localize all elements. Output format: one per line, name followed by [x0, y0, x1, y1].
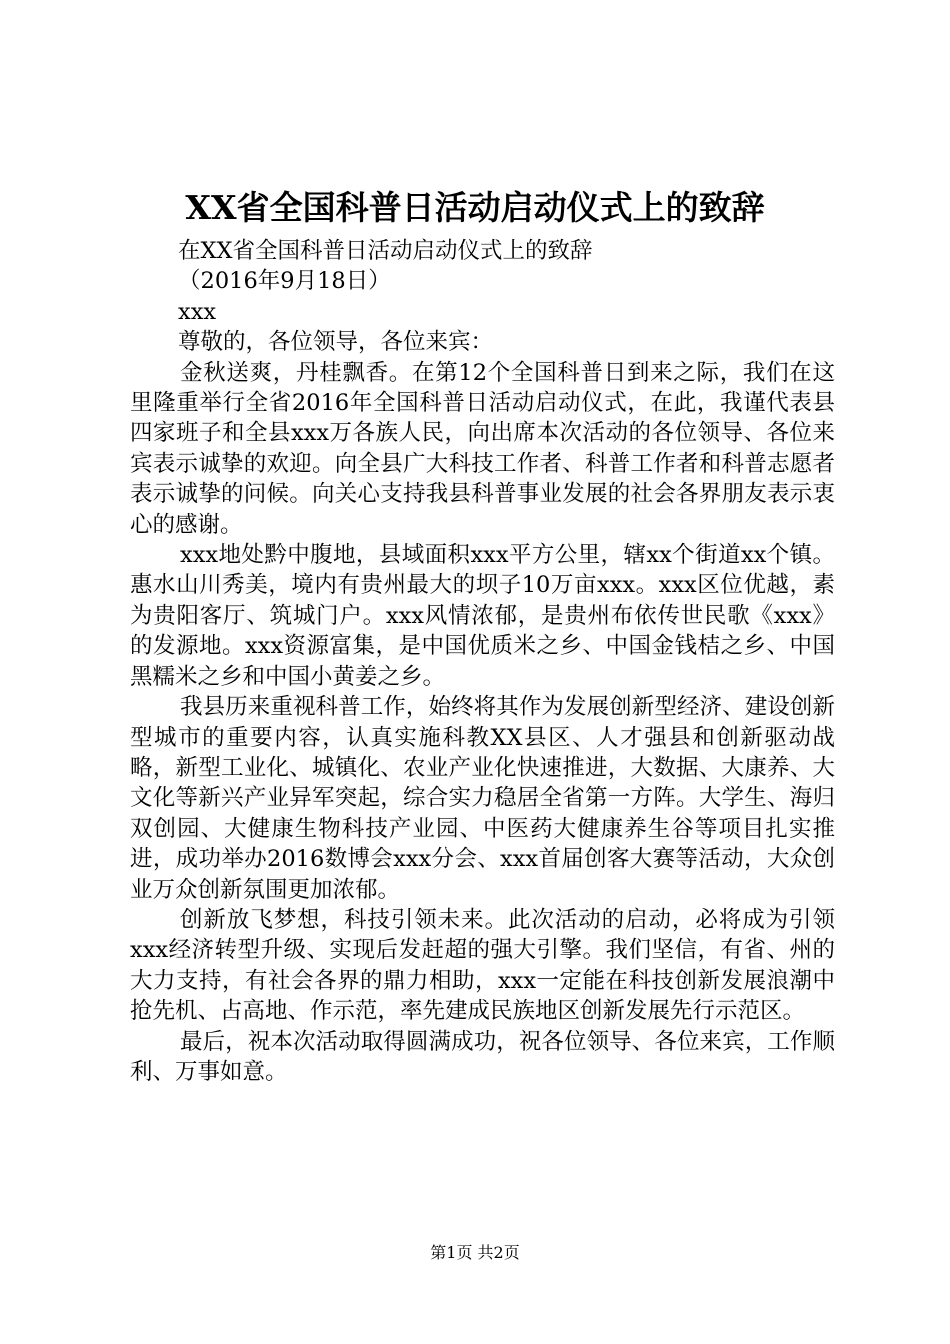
- paragraph-4: 创新放飞梦想，科技引领未来。此次活动的启动，必将成为引领xxx经济转型升级、实现后发赶超的强大引擎。我们坚信，有省、州的大力支持，有社会各界的鼎力相助，xxx一定能在科技创新发展浪潮中抢先机、占高地、作示范，率先建成民族地区创新发展先行示范区。: [130, 906, 835, 1025]
- document-body: [130, 236, 835, 1087]
- salutation: 尊敬的，各位领导，各位来宾：: [178, 329, 494, 356]
- document-date: （2016年9月18日）: [178, 268, 391, 295]
- paragraph-1: 金秋送爽，丹桂飘香。在第12个全国科普日到来之际，我们在这里隆重举行全省2016年全国科普日活动启动仪式，在此，我谨代表县四家班子和全县xxx万各族人民，向出席本次活动的各位领导、各位来宾表示诚挚的欢迎。向全县广大科技工作者、科普工作者和科普志愿者表示诚挚的问候。向关心支持我县科普事业发展的社会各界朋友表示衷心的感谢。: [130, 359, 835, 538]
- speaker-name: xxx: [178, 298, 217, 325]
- paragraph-2: xxx地处黔中腹地，县域面积xxx平方公里，辖xx个街道xx个镇。惠水山川秀美，境内有贵州最大的坝子10万亩xxx。xxx区位优越，素为贵阳客厅、筑城门户。xxx风情浓郁，是贵州布依传世民歌《xxx》的发源地。xxx资源富集，是中国优质米之乡、中国金钱桔之乡、中国黑糯米之乡和中国小黄姜之乡。: [130, 542, 835, 690]
- document-title: XX省全国科普日活动启动仪式上的致辞: [185, 188, 765, 227]
- page-number: 第1页 共2页: [430, 1243, 520, 1262]
- paragraph-5: 最后，祝本次活动取得圆满成功，祝各位领导、各位来宾，工作顺利、万事如意。: [130, 1028, 835, 1085]
- paragraph-3: 我县历来重视科普工作，始终将其作为发展创新型经济、建设创新型城市的重要内容，认真实施科教XX县区、人才强县和创新驱动战略，新型工业化、城镇化、农业产业化快速推进，大数据、大康养、大文化等新兴产业异军突起，综合实力稳居全省第一方阵。大学生、海归双创园、大健康生物科技产业园、中医药大健康养生谷等项目扎实推进，成功举办2016数博会xxx分会、xxx首届创客大赛等活动，大众创业万众创新氛围更加浓郁。: [130, 694, 835, 903]
- document-subtitle: 在XX省全国科普日活动启动仪式上的致辞: [178, 238, 593, 264]
